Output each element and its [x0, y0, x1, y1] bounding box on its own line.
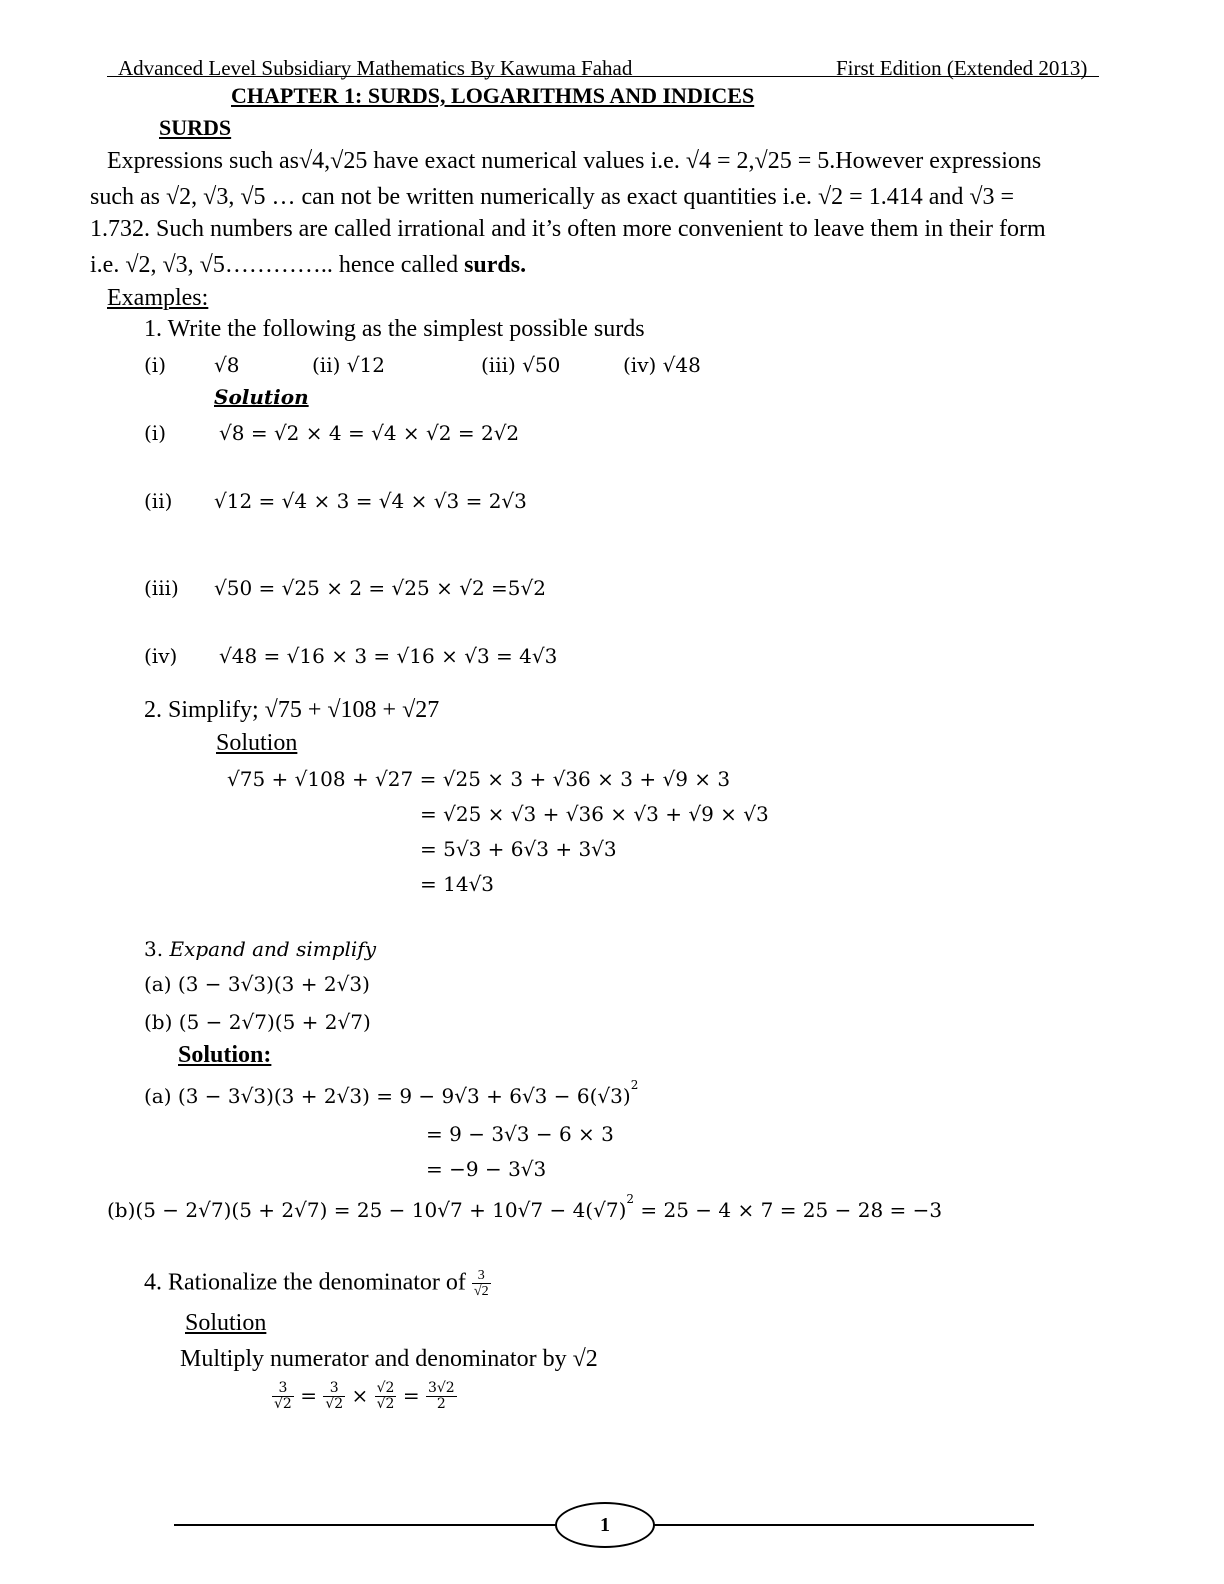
ex1-step-iv: √48 = √16 × 3 = √16 × √3 = 4√3: [219, 644, 558, 668]
ex4-instruction: Multiply numerator and denominator by √2: [180, 1346, 598, 1372]
equals-sign: =: [402, 1383, 420, 1408]
ex1-part-i: √8: [214, 353, 240, 377]
fraction-denominator: √2: [274, 1396, 292, 1413]
ex1-step-iv-label: (iv): [144, 644, 178, 668]
intro-line-2: such as √2, √3, √5 … can not be written numerically as exact quantities i.e. √2 = 1.414 and √3 =: [90, 184, 1015, 210]
ex3-part-b: (b) (5 − 2√7)(5 + 2√7): [144, 1010, 371, 1034]
page-number: 1: [555, 1502, 655, 1548]
ex4-question: [144, 1268, 491, 1300]
fraction-numerator: 3√2: [427, 1380, 455, 1396]
ex3-a-line-3: = −9 − 3√3: [426, 1157, 547, 1181]
ex4-eq-fraction-3: [375, 1381, 397, 1413]
intro-line-4: [90, 252, 526, 279]
ex3-a-line-1-text: (a) (3 − 3√3)(3 + 2√3) = 9 − 9√3 + 6√3 − 6(√3): [144, 1084, 631, 1108]
ex2-line-2: = √25 × √3 + √36 × √3 + √9 × √3: [420, 802, 769, 826]
ex3-a-line-1: [144, 1078, 639, 1108]
ex4-eq-fraction-1: [272, 1381, 294, 1413]
fraction-numerator: 3: [472, 1268, 491, 1284]
times-sign: ×: [351, 1383, 369, 1408]
fraction-denominator: 2: [436, 1396, 446, 1413]
ex1-part-iv: (iv) √48: [623, 353, 701, 377]
ex3-question: [144, 937, 376, 961]
ex4-eq-fraction-4: [426, 1381, 457, 1413]
intro-line-3: 1.732. Such numbers are called irrational and it’s often more convenient to leave them in their form: [90, 216, 1046, 242]
ex2-solution-label: Solution: [216, 730, 298, 756]
fraction-numerator: √2: [376, 1380, 395, 1396]
ex4-question-text: 4. Rationalize the denominator of: [144, 1269, 466, 1296]
ex3-solution-label: Solution:: [178, 1042, 272, 1068]
ex3-b-line-result: = 25 − 4 × 7 = 25 − 28 = −3: [634, 1198, 943, 1222]
ex3-part-a: (a) (3 − 3√3)(3 + 2√3): [144, 972, 370, 996]
ex3-question-num: 3.: [144, 937, 170, 961]
ex3-b-exponent: 2: [626, 1192, 635, 1207]
ex1-step-iii: √50 = √25 × 2 = √25 × √2 =5√2: [214, 576, 546, 600]
fraction-numerator: 3: [272, 1381, 294, 1397]
section-title: SURDS: [159, 115, 232, 140]
fraction-denominator: √2: [376, 1396, 395, 1413]
ex1-step-i-label: (i): [144, 421, 167, 445]
ex4-equation: [272, 1381, 457, 1413]
chapter-title: CHAPTER 1: SURDS, LOGARITHMS AND INDICES: [231, 83, 755, 108]
ex3-a-exponent: 2: [630, 1078, 639, 1093]
ex2-question: 2. Simplify; √75 + √108 + √27: [144, 697, 440, 723]
ex3-b-line-text: (b)(5 − 2√7)(5 + 2√7) = 25 − 10√7 + 10√7 − 4(√7): [107, 1198, 627, 1222]
ex3-a-line-2: = 9 − 3√3 − 6 × 3: [426, 1122, 614, 1146]
footer-rule-right: [650, 1524, 1034, 1526]
ex1-step-iii-label: (iii): [144, 576, 179, 600]
surds-term: surds.: [464, 252, 527, 278]
ex1-part-ii: (ii) √12: [312, 353, 385, 377]
equals-sign: =: [300, 1383, 317, 1408]
header-rule: [107, 76, 1099, 77]
header-left: Advanced Level Subsidiary Mathematics By Kawuma Fahad: [118, 56, 633, 80]
ex1-question: 1. Write the following as the simplest possible surds: [144, 316, 645, 342]
ex2-line-3: = 5√3 + 6√3 + 3√3: [420, 837, 617, 861]
ex3-b-line: [107, 1192, 943, 1222]
footer-rule-left: [174, 1524, 557, 1526]
ex2-line-1: √75 + √108 + √27 = √25 × 3 + √36 × 3 + √9 × 3: [227, 767, 731, 791]
examples-heading: Examples:: [107, 285, 209, 311]
ex1-part-i-label: (i): [144, 353, 167, 377]
ex1-step-ii-label: (ii): [144, 489, 173, 513]
fraction-denominator: √2: [325, 1396, 344, 1413]
ex1-part-iii: (iii) √50: [481, 353, 561, 377]
intro-line-1: Expressions such as√4,√25 have exact numerical values i.e. √4 = 2,√25 = 5.However expressions: [107, 148, 1042, 174]
ex4-question-fraction: [472, 1268, 491, 1300]
ex3-question-text: Expand and simplify: [169, 937, 376, 961]
ex2-line-4: = 14√3: [420, 872, 495, 896]
intro-line-4-text: i.e. √2, √3, √5………….. hence called: [90, 252, 465, 278]
ex4-eq-fraction-2: [323, 1381, 345, 1413]
ex1-step-i: √8 = √2 × 4 = √4 × √2 = 2√2: [219, 421, 520, 445]
ex1-solution-label: Solution: [214, 385, 309, 409]
ex1-step-ii: √12 = √4 × 3 = √4 × √3 = 2√3: [214, 489, 527, 513]
header-right: First Edition (Extended 2013): [836, 56, 1088, 80]
fraction-denominator: √2: [473, 1284, 489, 1300]
fraction-numerator: 3: [323, 1381, 345, 1397]
ex4-solution-label: Solution: [185, 1310, 267, 1336]
